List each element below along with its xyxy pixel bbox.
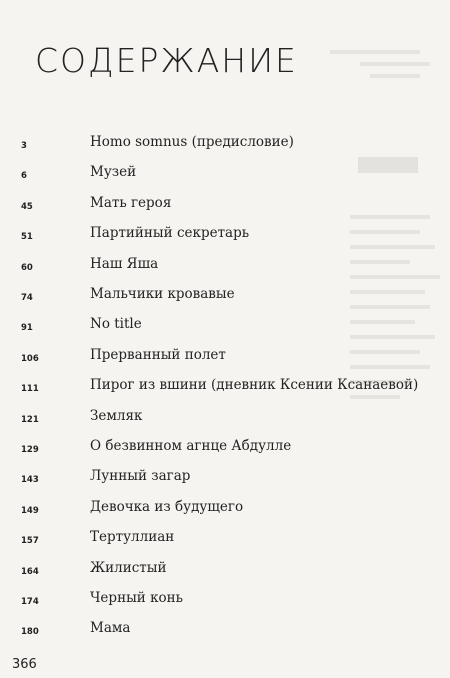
toc-chapter-title: Homo somnus (предисловие) xyxy=(90,134,294,150)
toc-chapter-title: Прерванный полет xyxy=(90,346,226,363)
toc-page-number: 111 xyxy=(21,384,39,395)
toc-entry[interactable] xyxy=(0,316,450,338)
toc-chapter-title: Музей xyxy=(90,164,137,181)
toc-entry[interactable] xyxy=(0,225,450,247)
toc-chapter-title: О безвинном агнце Абдулле xyxy=(90,438,292,454)
toc-chapter-title: Партийный секретарь xyxy=(90,225,250,242)
toc-entry[interactable] xyxy=(0,468,450,490)
toc-page-number: 91 xyxy=(21,323,33,334)
toc-entry[interactable] xyxy=(0,499,450,521)
toc-page-number: 106 xyxy=(21,353,39,364)
toc-entry[interactable] xyxy=(0,529,450,551)
toc-entry[interactable] xyxy=(0,408,450,430)
toc-page-number: 51 xyxy=(21,232,33,243)
toc-entry[interactable] xyxy=(0,590,450,612)
toc-entry[interactable] xyxy=(0,256,450,278)
toc-page-number: 3 xyxy=(21,141,27,151)
toc-chapter-title: Мама xyxy=(90,620,131,637)
toc-page-number: 164 xyxy=(21,566,39,577)
toc-entry[interactable] xyxy=(0,620,450,642)
toc-entry[interactable] xyxy=(0,347,450,369)
toc-page-number: 157 xyxy=(21,536,39,547)
toc-entry[interactable] xyxy=(0,134,450,156)
toc-entry[interactable] xyxy=(0,286,450,308)
toc-chapter-title: Пирог из вшини (дневник Ксении Ксанаевой) xyxy=(90,377,419,394)
toc-chapter-title: Черный конь xyxy=(90,590,184,606)
toc-chapter-title: Лунный загар xyxy=(90,468,191,485)
toc-chapter-title: No title xyxy=(90,316,142,333)
toc-page-number: 60 xyxy=(21,262,33,273)
toc-chapter-title: Жилистый xyxy=(90,559,167,576)
toc-entry[interactable] xyxy=(0,164,450,186)
toc-chapter-title: Наш Яша xyxy=(90,255,159,272)
toc-page-number: 45 xyxy=(21,201,33,212)
toc-chapter-title: Тертуллиан xyxy=(90,529,175,546)
page-title: СОДЕРЖАНИЕ xyxy=(35,41,298,80)
toc-page-number: 180 xyxy=(21,627,39,638)
toc-chapter-title: Девочка из будущего xyxy=(90,498,244,515)
toc-page-number: 149 xyxy=(21,505,39,516)
toc-chapter-title: Земляк xyxy=(90,407,143,424)
toc-chapter-title: Мать героя xyxy=(90,194,172,211)
toc-page-number: 129 xyxy=(21,445,39,455)
toc-entry[interactable] xyxy=(0,560,450,582)
toc-chapter-title: Мальчики кровавые xyxy=(90,286,235,302)
toc-entry[interactable] xyxy=(0,195,450,217)
toc-page-number: 74 xyxy=(21,293,33,303)
toc-entry[interactable] xyxy=(0,438,450,460)
toc-page-number: 6 xyxy=(21,171,27,182)
toc-page-number: 121 xyxy=(21,414,39,425)
toc-page-number: 174 xyxy=(21,597,39,607)
page-number: 366 xyxy=(12,657,37,672)
toc-page-number: 143 xyxy=(21,475,39,486)
toc-entry[interactable] xyxy=(0,377,450,399)
